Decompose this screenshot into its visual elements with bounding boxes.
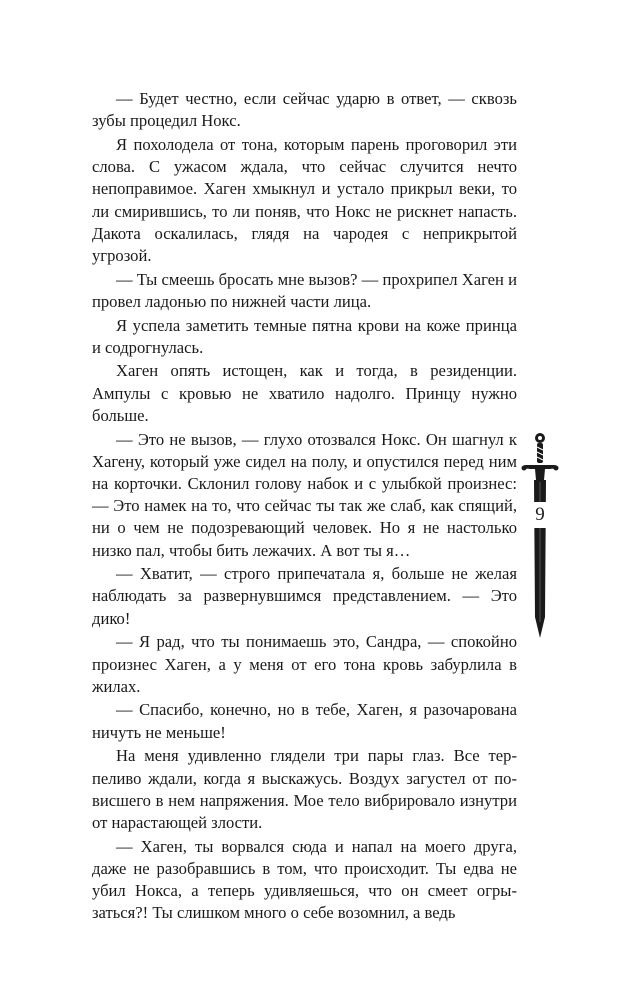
paragraph: На меня удивленно глядели три пары глаз. Все терпеливо ждали, когда я выскажусь. Воздух загустел от повисшего в нем напряжения. Мое тело вибрировало изнутри от нарастающей злости. — [92, 746, 517, 832]
sword-icon — [520, 432, 560, 642]
paragraph: — Спасибо, конечно, но в тебе, Хаген, я разочарована ничуть не меньше! — [92, 700, 517, 742]
paragraph: Я похолодела от тона, которым парень проговорил эти слова. С ужасом ждала, что сейчас случится нечто непоправимое. Хаген хмыкнул и устало прикрыл веки, то ли смирившись, то ли поняв, что Нокс не рискнет напасть. Дакота оскалилась, глядя на чародея с неприкрытой угрозой. — [92, 134, 517, 265]
paragraph: Хаген опять истощен, как и тогда, в резиденции. Ампулы с кровью не хватило надолго. Принцу нужно больше. — [92, 361, 517, 425]
paragraph: — Я рад, что ты понимаешь это, Сандра, — спокойно произнес Хаген, а у меня от его тона кровь забурлила в жилах. — [92, 632, 517, 696]
paragraph: — Хаген, ты ворвался сюда и напал на моего друга, даже не разобравшись в том, что происходит. Ты едва не убил Нокса, а теперь удивляешься, что он смеет огрызаться?! Ты слишком много о себе возомнил, а ведь — [92, 836, 517, 923]
paragraph: Я успела заметить темные пятна крови на коже принца и содрогнулась. — [92, 315, 517, 357]
sword-page-marker — [520, 432, 560, 642]
paragraph: — Ты смеешь бросать мне вызов? — прохрипел Хаген и провел ладонью по нижней части лица. — [92, 269, 517, 311]
paragraph: — Это не вызов, — глухо отозвался Нокс. Он шагнул к Хагену, который уже сидел на полу, и опустился перед ним на корточки. Склонил голову набок и с улыбкой произнес: — Это намек на то, что сейчас ты так же слаб, как спящий, ни о чем не подозревающий человек. Но я не настолько низко пал, чтобы бить лежачих. А вот ты я… — [92, 429, 517, 560]
paragraph: — Хватит, — строго припечатала я, больше не желая наблюдать за развернувшимся представлением. — Это дико! — [92, 564, 517, 628]
paragraph: — Будет честно, если сейчас ударю в ответ, — сквозь зубы процедил Нокс. — [92, 89, 517, 131]
body-text — [92, 88, 517, 926]
page-number: 9 — [527, 502, 553, 528]
